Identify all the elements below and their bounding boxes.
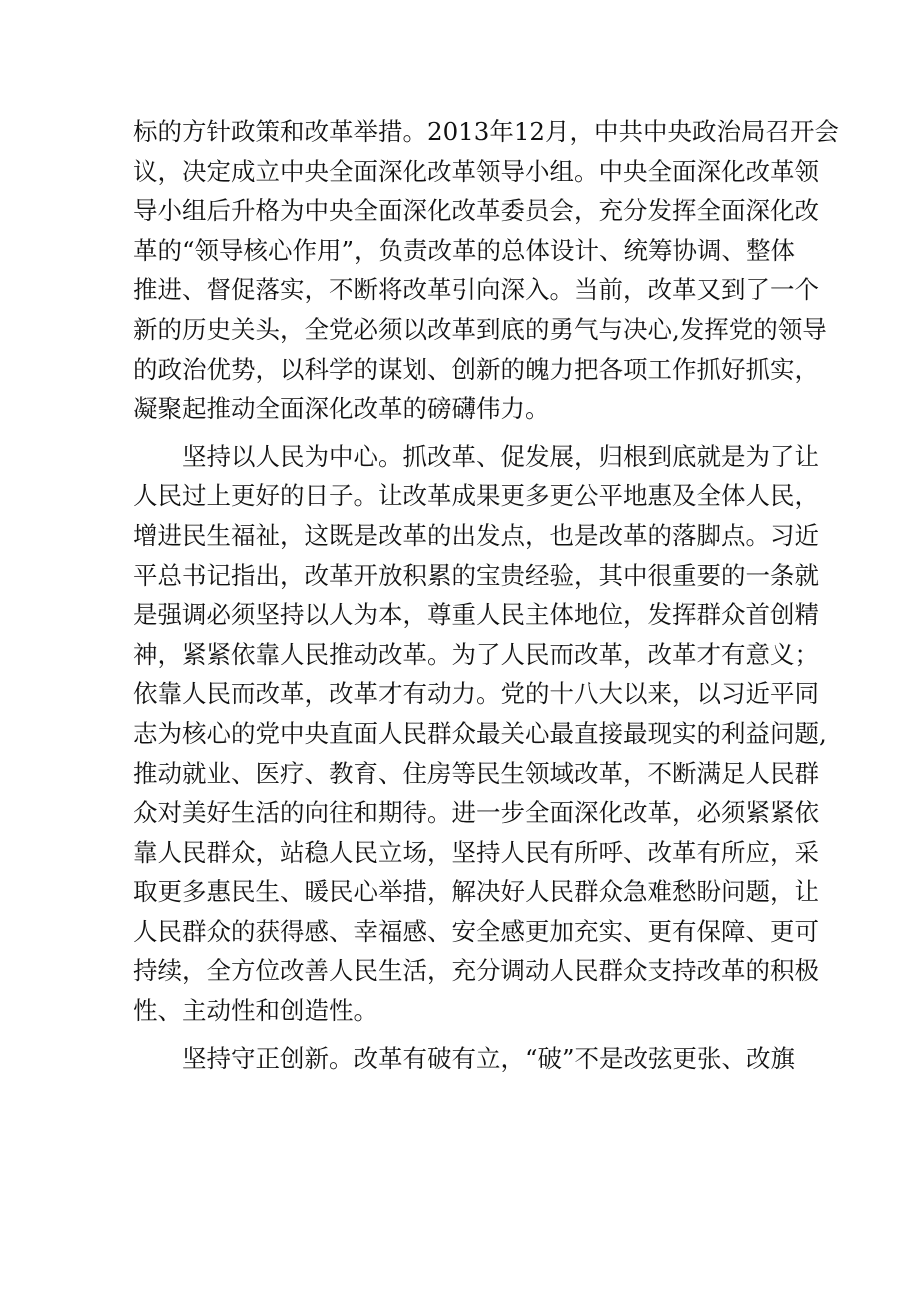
text-line: 持续，全方位改善人民生活，充分调动人民群众支持改革的积极: [133, 956, 819, 986]
text-line: 标的方针政策和改革举措。2013年12月，中共中央政治局召开会: [133, 117, 840, 146]
paragraph-reform-leadership: [133, 112, 840, 429]
text-line: 志为核心的党中央直面人民群众最关心最直接最现实的利益问题,: [133, 718, 827, 748]
text-line: 坚持守正创新。改革有破有立，“破”不是改弦更张、改旗: [182, 1043, 796, 1073]
text-line: 议，决定成立中央全面深化改革领导小组。中央全面深化改革领: [133, 156, 819, 186]
text-line: 的政治优势，以科学的谋划、创新的魄力把各项工作抓好抓实，: [133, 354, 819, 384]
text-line: 性、主动性和创造性。: [133, 996, 378, 1026]
text-line: 靠人民群众，站稳人民立场，坚持人民有所呼、改革有所应，采: [133, 837, 819, 867]
text-line: 神，紧紧依靠人民推动改革。为了人民而改革，改革才有意义；: [133, 639, 819, 669]
text-line: 凝聚起推动全面深化改革的磅礴伟力。: [133, 394, 550, 424]
text-line: 坚持以人民为中心。抓改革、促发展，归根到底就是为了让: [182, 441, 819, 471]
text-line: 革的“领导核心作用”，负责改革的总体设计、统筹协调、整体: [133, 235, 796, 265]
text-line: 新的历史关头，全党必须以改革到底的勇气与决心,发挥党的领导: [133, 314, 827, 344]
text-line: 导小组后升格为中央全面深化改革委员会，充分发挥全面深化改: [133, 196, 819, 226]
text-line: 人民过上更好的日子。让改革成果更多更公平地惠及全体人民，: [133, 481, 819, 511]
text-line: 取更多惠民生、暖民心举措，解决好人民群众急难愁盼问题，让: [133, 877, 819, 907]
text-line: 推进、督促落实，不断将改革引向深入。当前，改革又到了一个: [133, 275, 819, 305]
text-line: 众对美好生活的向往和期待。进一步全面深化改革，必须紧紧依: [133, 798, 819, 828]
text-line: 平总书记指出，改革开放积累的宝贵经验，其中很重要的一条就: [133, 560, 819, 590]
article-body: [133, 112, 840, 1078]
text-line: 推动就业、医疗、教育、住房等民生领域改革，不断满足人民群: [133, 758, 819, 788]
text-line: 依靠人民而改革，改革才有动力。党的十八大以来，以习近平同: [133, 679, 819, 709]
text-line: 是强调必须坚持以人为本，尊重人民主体地位，发挥群众首创精: [133, 600, 819, 630]
paragraph-integrity-innovation: [133, 1039, 796, 1079]
text-line: 增进民生福祉，这既是改革的出发点，也是改革的落脚点。习近: [133, 520, 819, 550]
text-line: 人民群众的获得感、幸福感、安全感更加充实、更有保障、更可: [133, 916, 819, 946]
paragraph-people-centered: [133, 437, 827, 1031]
